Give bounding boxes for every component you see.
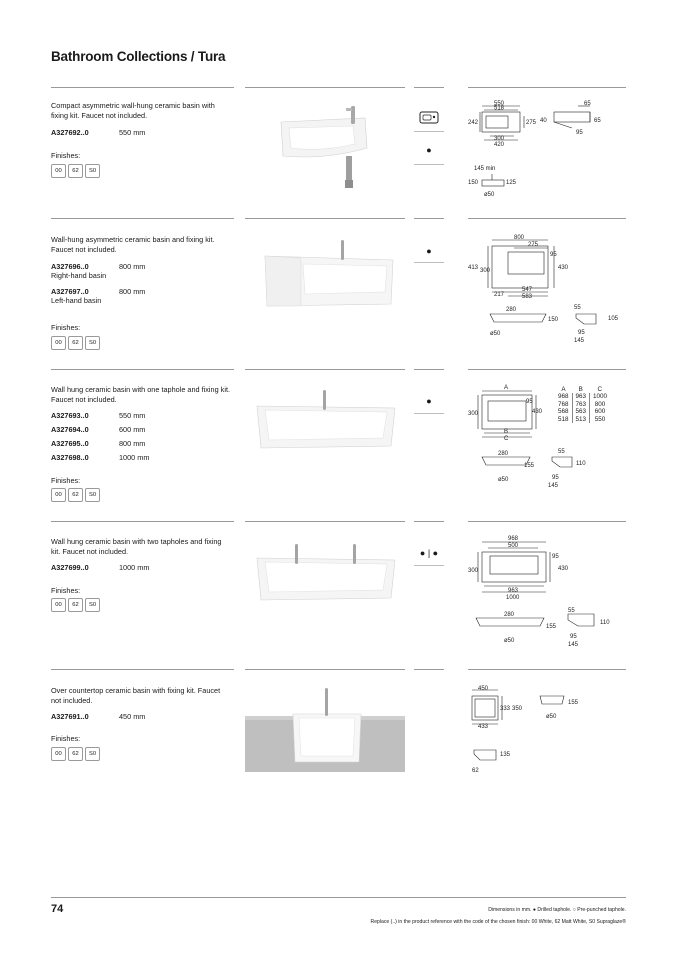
dim-label: 300 — [480, 268, 491, 274]
dim-label: 95 — [552, 475, 559, 481]
section-divider — [468, 369, 626, 370]
reference-code: A327692..0 — [51, 128, 89, 137]
dim-label: 275 — [526, 120, 537, 126]
finish-chip: S0 — [85, 488, 100, 502]
footer-divider — [51, 897, 626, 898]
finish-chip: 00 — [51, 336, 66, 350]
section-divider — [51, 87, 234, 88]
section-divider — [51, 669, 234, 670]
dim-label: 95 — [578, 330, 585, 336]
dim-label: ø50 — [484, 192, 495, 198]
section-divider — [414, 521, 444, 522]
dim-label: 280 — [498, 451, 509, 457]
dim-label: 430 — [532, 409, 543, 415]
dim-label: 95 — [570, 634, 577, 640]
section-divider — [245, 369, 405, 370]
product-description: Wall hung ceramic basin with one taphole and fixing kit. Faucet not included. — [51, 385, 231, 404]
table-row — [555, 393, 610, 401]
reference-code: A327699..0 — [51, 563, 89, 572]
dim-label: 518 — [494, 105, 505, 112]
dim-label: 280 — [504, 612, 515, 618]
icon-divider — [414, 565, 444, 566]
dim-label: 217 — [494, 292, 505, 298]
finish-chip: S0 — [85, 336, 100, 350]
dim-label: ø50 — [546, 714, 557, 720]
table-cell: 518 — [558, 415, 569, 423]
section-divider — [245, 669, 405, 670]
dim-label: 145 — [574, 338, 585, 344]
finish-chip: 62 — [68, 598, 83, 612]
section-divider — [468, 669, 626, 670]
reference-size: 550 mm — [119, 128, 146, 137]
dim-label: ø50 — [498, 477, 509, 483]
dim-label: 62 — [472, 768, 479, 774]
page-title: Bathroom Collections / Tura — [51, 49, 226, 64]
table-row — [555, 416, 610, 424]
section-divider — [245, 521, 405, 522]
section-divider — [51, 218, 234, 219]
section-divider — [468, 521, 626, 522]
table-header: A — [561, 386, 566, 393]
reference-size: 1000 mm — [119, 453, 150, 462]
finish-chip: S0 — [85, 164, 100, 178]
reference-code: A327694..0 — [51, 425, 89, 434]
reference-code: A327697..0 — [51, 287, 89, 296]
reference-code: A327696..0 — [51, 262, 89, 271]
finishes-list — [51, 488, 100, 502]
dim-label: 500 — [508, 543, 519, 549]
section-divider — [51, 369, 234, 370]
dim-label: 105 — [608, 316, 619, 322]
table-cell: 600 — [590, 408, 611, 416]
dim-label: 333 — [500, 706, 511, 712]
table-row — [555, 401, 610, 409]
dim-label: 65 — [594, 118, 601, 124]
finishes-list — [51, 164, 100, 178]
section-divider — [414, 218, 444, 219]
reference-size: 800 mm — [119, 287, 146, 296]
finish-chip: 00 — [51, 598, 66, 612]
dim-label: 145 — [568, 642, 579, 648]
dim-label: 280 — [506, 307, 517, 313]
dim-label: 350 — [512, 706, 523, 712]
finishes-label: Finishes: — [51, 151, 81, 160]
table-header: C — [597, 386, 603, 393]
finishes-label: Finishes: — [51, 476, 81, 485]
product-description: Over countertop ceramic basin with fixing kit. Faucet not included. — [51, 686, 221, 705]
dim-label: C — [504, 436, 509, 442]
reference-code: A327691..0 — [51, 712, 89, 721]
dim-label: 155 — [546, 624, 557, 630]
product-photo — [245, 226, 405, 336]
finish-chip: 00 — [51, 747, 66, 761]
dim-label: 145 — [548, 483, 559, 489]
drilled-taphole-icon: ● — [426, 246, 432, 256]
table-row — [555, 408, 610, 416]
section-divider — [245, 87, 405, 88]
dim-label: 110 — [600, 620, 610, 626]
technical-drawing — [468, 534, 628, 649]
dim-label: 150 — [548, 317, 559, 323]
table-cell: 968 — [558, 393, 569, 400]
dim-label: 110 — [576, 461, 586, 467]
dim-label: 968 — [508, 536, 519, 542]
finishes-label: Finishes: — [51, 586, 81, 595]
dim-label: 300 — [468, 411, 479, 417]
dim-label: 242 — [468, 120, 479, 126]
product-description: Wall-hung asymmetric ceramic basin and fixing kit. Faucet not included. — [51, 235, 215, 254]
icon-divider — [414, 262, 444, 263]
dim-label: ø50 — [490, 331, 501, 337]
dim-label: 55 — [568, 608, 575, 614]
finishes-label: Finishes: — [51, 323, 81, 332]
dim-label: 95 — [576, 130, 583, 136]
dim-label: B — [504, 429, 509, 435]
reference-size: 450 mm — [119, 712, 146, 721]
dim-label: 275 — [528, 242, 539, 248]
table-cell: 563 — [572, 408, 590, 416]
table-header: B — [578, 386, 583, 393]
drilled-taphole-icon: ● — [426, 396, 432, 406]
finish-chip: 00 — [51, 488, 66, 502]
table-cell: 1000 — [590, 393, 611, 401]
dim-label: 800 — [514, 235, 525, 241]
dim-label: 40 — [540, 118, 547, 124]
reference-size: 600 mm — [119, 425, 146, 434]
table-cell: 768 — [558, 400, 569, 408]
reference-code: A327693..0 — [51, 411, 89, 420]
finish-chip: 00 — [51, 164, 66, 178]
dim-label: 65 — [584, 101, 591, 107]
table-cell: 763 — [572, 401, 590, 409]
table-cell: 568 — [558, 408, 569, 415]
product-description: Wall hung ceramic basin with two tapholes and fixing kit. Faucet not included. — [51, 537, 222, 556]
finish-chip: 62 — [68, 336, 83, 350]
two-tapholes-icon: ● | ● — [419, 548, 439, 558]
dim-label: 550 — [494, 101, 505, 107]
technical-drawing — [468, 684, 628, 784]
product-photo — [245, 96, 405, 196]
section-divider — [414, 369, 444, 370]
dim-label: 55 — [558, 449, 565, 455]
reference-note: Right-hand basin — [51, 271, 107, 280]
finish-chip: 62 — [68, 488, 83, 502]
reference-size: 1000 mm — [119, 563, 150, 572]
section-divider — [468, 218, 626, 219]
reference-size: 550 mm — [119, 411, 146, 420]
product-photo — [245, 530, 405, 620]
technical-drawing — [468, 98, 628, 208]
finish-chip: S0 — [85, 747, 100, 761]
dim-label: 413 — [468, 265, 479, 271]
finish-chip: 62 — [68, 747, 83, 761]
dim-label: 300 — [468, 568, 479, 574]
dim-label: 95 — [526, 399, 533, 405]
section-divider — [51, 521, 234, 522]
table-cell: 963 — [572, 393, 590, 401]
finish-chip: S0 — [85, 598, 100, 612]
dim-label: 583 — [522, 294, 533, 300]
dim-label: 433 — [478, 724, 489, 730]
dim-label: 300 — [494, 136, 505, 142]
reference-note: Left-hand basin — [51, 296, 102, 305]
finishes-list — [51, 598, 100, 612]
dim-label: 95 — [550, 252, 557, 258]
dim-label: 1000 — [506, 595, 520, 601]
product-photo — [245, 684, 405, 772]
dim-label: 135 — [500, 752, 511, 758]
finishes-list — [51, 747, 100, 761]
table-cell: 800 — [590, 401, 611, 409]
dim-label: ø50 — [504, 638, 515, 644]
product-photo — [245, 378, 405, 468]
dim-label: 430 — [558, 566, 569, 572]
reference-code: A327695..0 — [51, 439, 89, 448]
dim-label: A — [504, 385, 509, 391]
icon-divider — [414, 413, 444, 414]
finish-chip: 62 — [68, 164, 83, 178]
dim-label: 155 — [524, 463, 535, 469]
reference-code: A327698..0 — [51, 453, 89, 462]
dimension-table — [555, 386, 610, 423]
table-cell: 513 — [572, 416, 590, 424]
dim-label: 55 — [574, 305, 581, 311]
dim-label: 547 — [522, 287, 533, 293]
finishes-list — [51, 336, 100, 350]
section-divider — [245, 218, 405, 219]
basin-outline-icon — [414, 103, 444, 133]
page-number: 74 — [51, 903, 64, 915]
drilled-taphole-icon: ● — [426, 145, 432, 155]
product-description: Compact asymmetric wall-hung ceramic basin with fixing kit. Faucet not included. — [51, 101, 215, 120]
finishes-label: Finishes: — [51, 734, 81, 743]
section-divider — [414, 669, 444, 670]
section-divider — [414, 87, 444, 88]
dim-label: 150 — [468, 180, 479, 186]
dim-label: 430 — [558, 265, 569, 271]
icon-divider — [414, 131, 444, 132]
dim-label: 450 — [478, 686, 489, 692]
reference-size: 800 mm — [119, 262, 146, 271]
icon-divider — [414, 164, 444, 165]
footnote-dimensions: Dimensions in mm. ● Drilled taphole. ○ Pre-punched taphole. — [488, 907, 626, 913]
dim-label: 155 — [568, 700, 579, 706]
section-divider — [468, 87, 626, 88]
dim-label: 145 min — [474, 166, 496, 172]
table-cell: 550 — [590, 416, 611, 424]
dim-label: 963 — [508, 588, 519, 594]
dim-label: 420 — [494, 142, 505, 148]
dim-label: 95 — [552, 554, 559, 560]
dim-label: 125 — [506, 180, 517, 186]
technical-drawing — [468, 232, 628, 347]
footnote-finish-codes: Replace (..) in the product reference with the code of the chosen finish: 00 White, 62 Matt White, S0 Supraglaze® — [370, 919, 626, 925]
reference-size: 800 mm — [119, 439, 146, 448]
